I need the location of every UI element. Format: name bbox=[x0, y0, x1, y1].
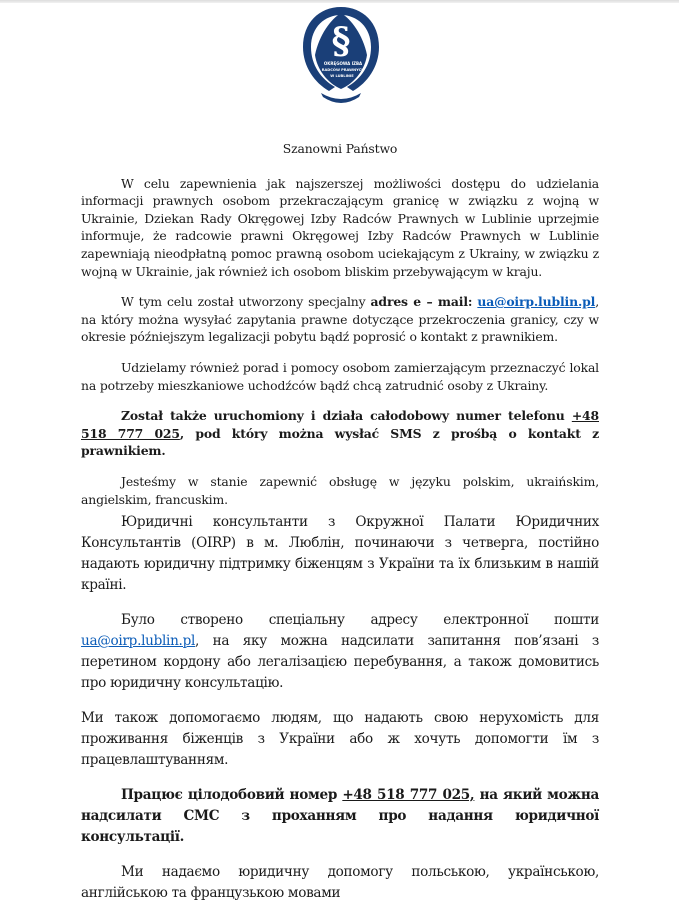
email-link-pl[interactable]: ua@oirp.lublin.pl bbox=[477, 294, 596, 310]
ukrainian-section bbox=[81, 512, 599, 918]
ukrainian-paragraph-3: Ми також допомогаємо людям, що надають свою нерухомість для проживання біженців з України або ж хочуть допомогти їм з працевлаштуванням. bbox=[81, 710, 599, 768]
p4-text-before: Został także uruchomiony i działa całodobowy numer telefonu bbox=[121, 408, 572, 424]
p4-text-after: , pod który można wysłać SMS z prośbą o kontakt z prawnikiem. bbox=[81, 425, 599, 459]
paragraph-symbol-icon: § bbox=[331, 20, 351, 62]
oirp-lublin-logo bbox=[299, 5, 383, 109]
p2-text-before: W tym celu został utworzony specjalny bbox=[121, 294, 371, 310]
email-link-ua[interactable]: ua@oirp.lublin.pl bbox=[81, 633, 196, 649]
ua-p4-text-before: Працює цілодобовий номер bbox=[121, 787, 343, 803]
polish-paragraph-4 bbox=[81, 407, 599, 460]
phone-number-ua: +48 518 777 025, bbox=[342, 787, 475, 803]
ua-p2-text-after: , на яку можна надсилати запитання пов’язані з перетином кордону або легалізацією перебування, а також домовитись про юридичну консультацію. bbox=[81, 633, 599, 691]
viewer-top-edge bbox=[0, 0, 679, 3]
ukrainian-paragraph-2 bbox=[81, 610, 599, 694]
logo-text-line-2: RADCÓW PRAWNYCH bbox=[321, 68, 365, 72]
salutation: Szanowni Państwo bbox=[282, 141, 398, 156]
p2-text-after: , na który można wysyłać zapytania prawne dotyczące przekroczenia granicy, czy w okresie późniejszym legalizacji pobytu bądź poprosić o kontakt z prawnikiem. bbox=[81, 294, 599, 345]
ua-p4-text-after: на який можна надсилати СМС з проханням про надання юридичної консультації. bbox=[81, 787, 599, 845]
polish-paragraph-5: Jesteśmy w stanie zapewnić obsługę w języku polskim, ukraińskim, angielskim, francuskim. bbox=[81, 473, 599, 507]
ukrainian-paragraph-1: Юридичні консультанти з Окружної Палати Юридичних Консультантів (OIRP) в м. Люблін, починаючи з четверга, постійно надають юридичну підтримку біженцям з України та їх близьким в нашій країні. bbox=[81, 514, 599, 593]
ua-p2-text-before: Було створено спеціальну адресу електронної пошти bbox=[121, 612, 599, 628]
logo-text-line-1: OKRĘGOWA IZBA bbox=[323, 61, 363, 66]
email-label: adres e – mail: bbox=[370, 294, 473, 310]
logo-text-line-3: W LUBLINIE bbox=[330, 74, 354, 78]
polish-section bbox=[81, 140, 599, 508]
polish-paragraph-3: Udzielamy również porad i pomocy osobom zamierzającym przeznaczyć lokal na potrzeby mieszkaniowe uchodźców bądź chcą zatrudnić osoby z Ukrainy. bbox=[81, 359, 599, 393]
polish-paragraph-1: W celu zapewnienia jak najszerszej możliwości dostępu do udzielania informacji prawnych osobom przekraczającym granicę w związku z wojną w Ukrainie, Dziekan Rady Okręgowej Izby Radców Prawnych w Lublinie uprzejmie informuje, że radcowie prawni Okręgowej Izby Radców Prawnych w Lublinie zapewniają nieodpłatną pomoc prawną osobom uciekającym z Ukrainy, w związku z wojną w Ukrainie, jak również ich osobom bliskim przebywającym w kraju. bbox=[81, 175, 599, 279]
polish-paragraph-2 bbox=[81, 293, 599, 346]
ukrainian-paragraph-5: Ми надаємо юридичну допомогу польською, українською, англійською та французькою мовами bbox=[81, 864, 599, 901]
ukrainian-paragraph-4 bbox=[81, 785, 599, 848]
phone-number-pl: +48 518 777 025 bbox=[81, 408, 599, 441]
